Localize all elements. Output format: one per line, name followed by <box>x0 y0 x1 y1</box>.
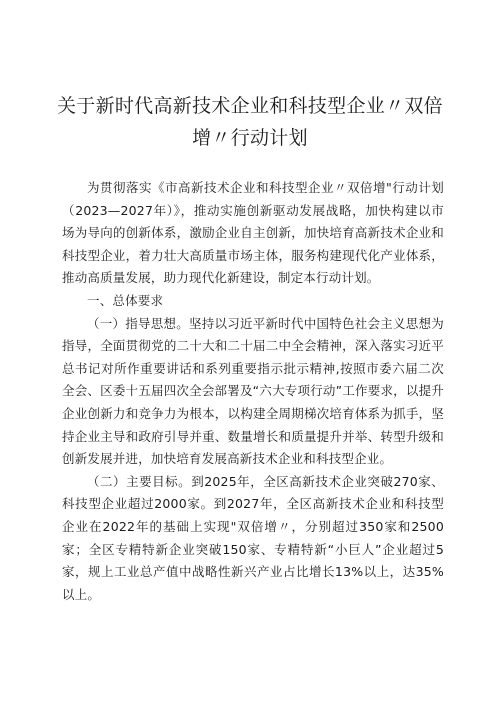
intro-paragraph: 为贯彻落实《市高新技术企业和科技型企业〃双倍增"行动计划（2023—2027年）》，推动实施创新驱动发展战略，加快构建以市场为导向的创新体系，激励企业自主创新，加快培育高新技术企业和科技型企业，着力壮大高质量市场主体，服务构建现代化产业体系，推动高质量发展，助力现代化新建设，制定本行动计划。 <box>62 180 444 286</box>
document-title: 关于新时代高新技术企业和科技型企业〃双倍增〃行动计划 <box>56 95 443 149</box>
section-heading-general-requirements: 一、总体要求 <box>87 292 164 308</box>
document-body <box>62 177 444 606</box>
main-goals-paragraph: （二）主要目标。到2025年，全区高新技术企业突破270家、科技型企业超过2000家。到2027年，全区高新技术企业和科技型企业在2022年的基础上实现"双倍增〃，分别超过350家和2500家；全区专精特新企业突破150家、专精特新“小巨人”企业超过5家，规上工业总产值中战略性新兴产业占比增长13%以上，达35%以上。 <box>62 473 444 602</box>
guiding-thought-paragraph: （一）指导思想。坚持以习近平新时代中国特色社会主义思想为指导，全面贯彻党的二十大和二十届二中全会精神，深入落实习近平总书记对所作重要讲话和系列重要指示批示精神,按照市委六届二次全会、区委十五届四次全会部署及“六大专项行动”工作要求，以提升企业创新力和竞争力为根本，以构建全周期梯次培育体系为抓手，坚持企业主导和政府引导并重、数量增长和质量提升并举、转型升级和创新发展并进，加快培育发展高新技术企业和科技型企业。 <box>62 315 444 467</box>
